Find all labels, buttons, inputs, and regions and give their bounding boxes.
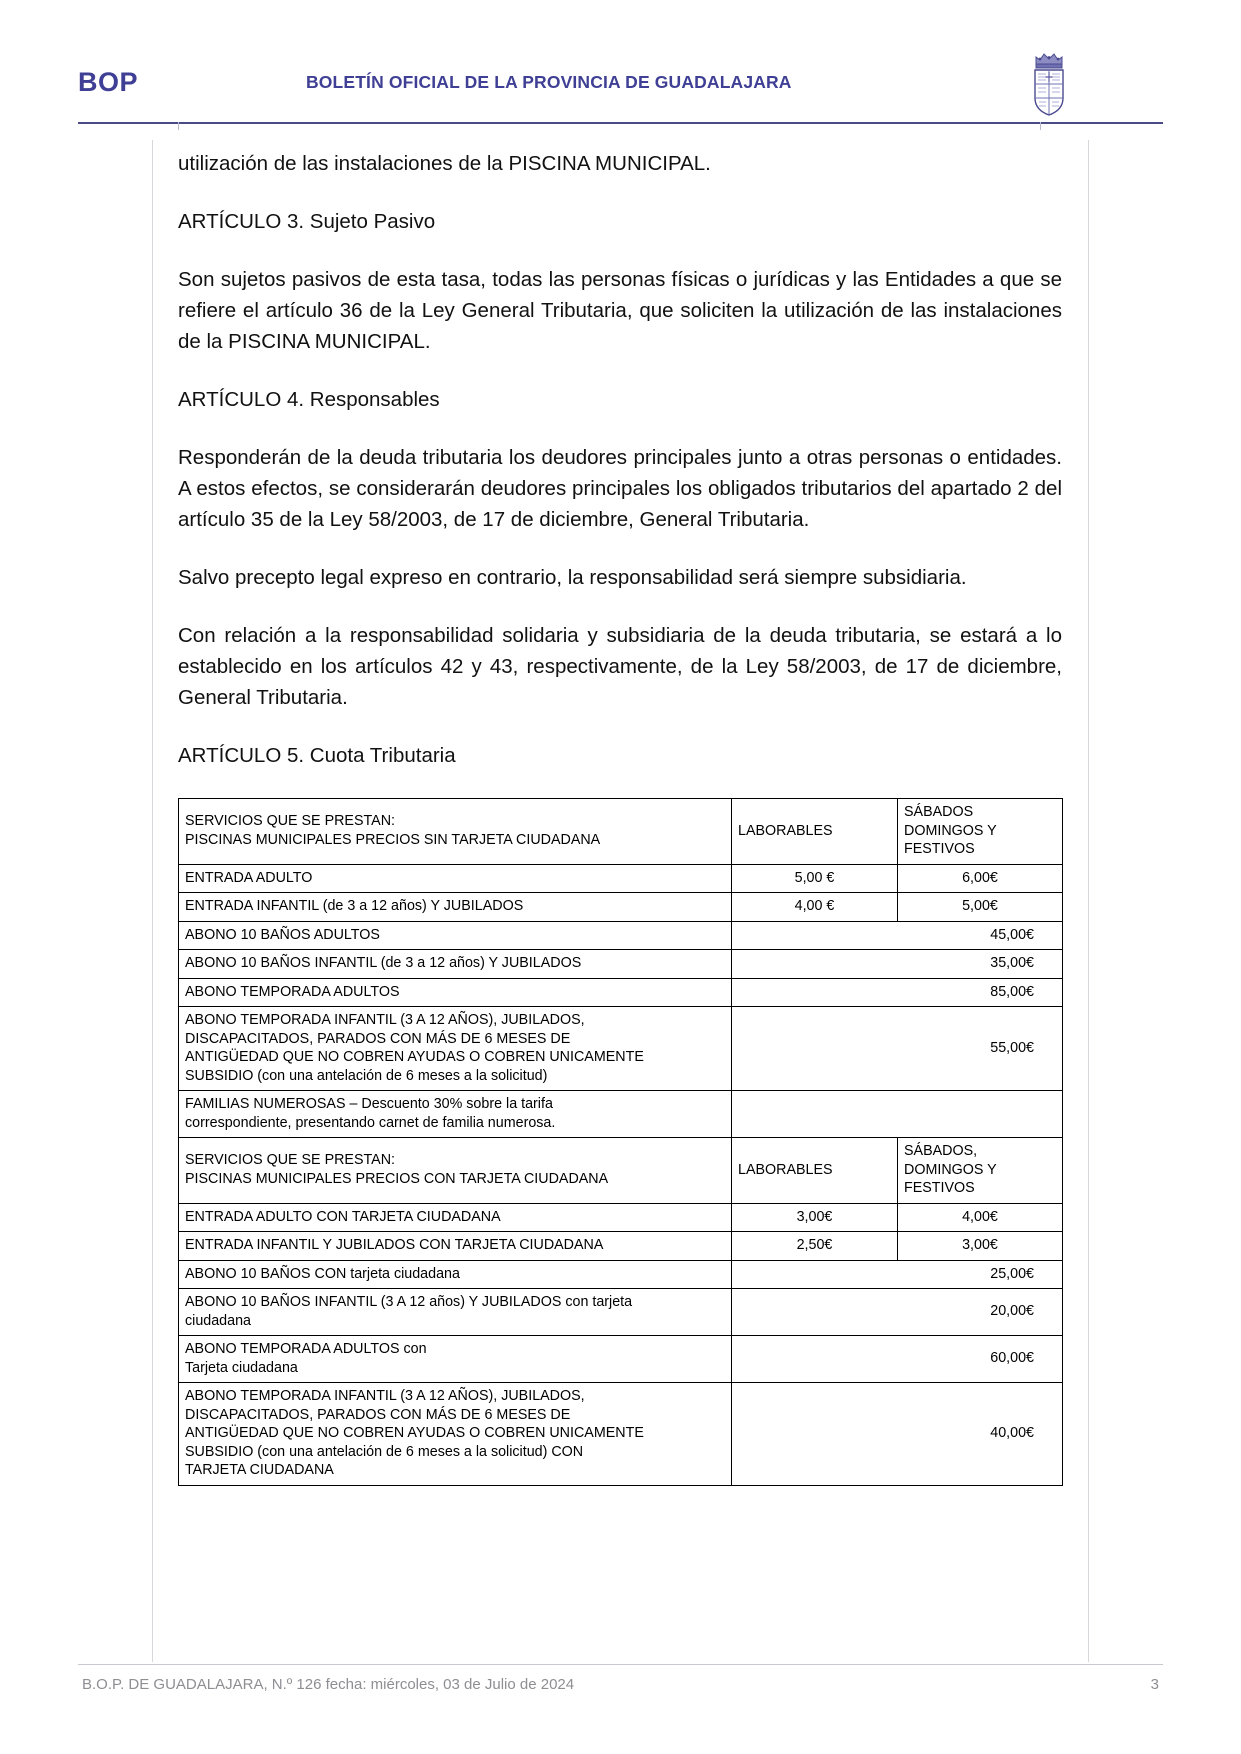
desc-line: ANTIGÜEDAD QUE NO COBREN AYUDAS O COBREN UNICAMENTE: [185, 1049, 644, 1065]
festivos-line-1: SÁBADOS,: [904, 1143, 978, 1159]
right-margin-rule: [1088, 140, 1089, 1662]
row-price-festivos: 4,00€: [898, 1203, 1063, 1232]
table-row: [179, 1383, 1063, 1486]
row-price-merged: 40,00€: [732, 1383, 1063, 1486]
desc-line: ABONO 10 BAÑOS INFANTIL (3 A 12 años) Y JUBILADOS con tarjeta: [185, 1294, 633, 1310]
table-row: [179, 1007, 1063, 1091]
desc-line: ABONO TEMPORADA INFANTIL (3 A 12 AÑOS), JUBILADOS,: [185, 1388, 585, 1404]
row-price-merged: 55,00€: [732, 1007, 1063, 1091]
row-price-merged: 45,00€: [732, 921, 1063, 950]
page-footer: [82, 1676, 1159, 1693]
row-price-merged: 60,00€: [732, 1336, 1063, 1383]
footer-reference: B.O.P. DE GUADALAJARA, N.º 126 fecha: miércoles, 03 de Julio de 2024: [82, 1676, 575, 1693]
table-row: [179, 1091, 1063, 1138]
paragraph-articulo-4-2: Salvo precepto legal expreso en contrario, la responsabilidad será siempre subsidiaria.: [178, 566, 967, 589]
row-price-merged: 35,00€: [732, 950, 1063, 979]
table-header-services-sin-tarjeta: [179, 799, 732, 865]
desc-line: ciudadana: [185, 1312, 251, 1329]
festivos-line-3: FESTIVOS: [904, 841, 975, 857]
desc-line: ABONO TEMPORADA INFANTIL (3 A 12 AÑOS), JUBILADOS,: [185, 1012, 585, 1028]
header-line-2: PISCINAS MUNICIPALES PRECIOS CON TARJETA CIUDADANA: [185, 1170, 609, 1187]
table-header-services-con-tarjeta: [179, 1138, 732, 1204]
paragraph-articulo-4-3: Con relación a la responsabilidad solidaria y subsidiaria de la deuda tributaria, se estará a lo establecido en los artículos 42 y 43, respectivamente, de la Ley 58/2003, de 17 de diciembre, General Tributaria.: [178, 624, 1062, 709]
heading-articulo-5: ARTÍCULO 5. Cuota Tributaria: [178, 744, 456, 767]
table-header-row-con-tarjeta: [179, 1138, 1063, 1204]
header-line-1: SERVICIOS QUE SE PRESTAN:: [185, 813, 396, 830]
table-row: [179, 1203, 1063, 1232]
table-header-row-sin-tarjeta: [179, 799, 1063, 865]
header-line-1: SERVICIOS QUE SE PRESTAN:: [185, 1152, 396, 1169]
header-tick-left: [178, 122, 179, 130]
table-row: [179, 1289, 1063, 1336]
header-tick-right: [1040, 122, 1041, 130]
row-label-abono-temporada-infantil-tarjeta: [179, 1383, 732, 1486]
table-row: [179, 1336, 1063, 1383]
table-header-laborables-1: LABORABLES: [732, 799, 898, 865]
header-divider: [78, 122, 1163, 124]
row-label-abono10-infantil-tarjeta: [179, 1289, 732, 1336]
table-row: [179, 893, 1063, 922]
desc-line: ANTIGÜEDAD QUE NO COBREN AYUDAS O COBREN UNICAMENTE: [185, 1425, 644, 1441]
row-label-abono10-adultos: ABONO 10 BAÑOS ADULTOS: [179, 921, 732, 950]
row-label-abono10-infantil: ABONO 10 BAÑOS INFANTIL (de 3 a 12 años) Y JUBILADOS: [179, 950, 732, 979]
festivos-line-2: DOMINGOS Y: [904, 1161, 997, 1178]
left-margin-rule: [152, 140, 153, 1662]
table-row: [179, 1260, 1063, 1289]
row-label-familias-numerosas: [179, 1091, 732, 1138]
row-label-abono-temporada-infantil: [179, 1007, 732, 1091]
festivos-line-2: DOMINGOS Y: [904, 822, 997, 839]
heading-articulo-3: ARTÍCULO 3. Sujeto Pasivo: [178, 210, 436, 233]
row-price-laborables: 3,00€: [732, 1203, 898, 1232]
table-header-festivos-1: [898, 799, 1063, 865]
desc-line: DISCAPACITADOS, PARADOS CON MÁS DE 6 MESES DE: [185, 1030, 571, 1047]
table-row: [179, 1232, 1063, 1261]
desc-line: FAMILIAS NUMEROSAS – Descuento 30% sobre la tarifa: [185, 1096, 553, 1112]
desc-line: SUBSIDIO (con una antelación de 6 meses a la solicitud): [185, 1067, 548, 1084]
desc-line: Tarjeta ciudadana: [185, 1359, 298, 1376]
row-price-festivos: 5,00€: [898, 893, 1063, 922]
desc-line: DISCAPACITADOS, PARADOS CON MÁS DE 6 MESES DE: [185, 1406, 571, 1423]
row-label-entrada-infantil-tarjeta: ENTRADA INFANTIL Y JUBILADOS CON TARJETA CIUDADANA: [179, 1232, 732, 1261]
row-price-merged: 85,00€: [732, 978, 1063, 1007]
document-body: [178, 148, 1062, 1486]
row-label-entrada-infantil: ENTRADA INFANTIL (de 3 a 12 años) Y JUBILADOS: [179, 893, 732, 922]
table-row: [179, 950, 1063, 979]
row-price-laborables: 5,00 €: [732, 864, 898, 893]
row-price-merged: 20,00€: [732, 1289, 1063, 1336]
page-number: 3: [1150, 1676, 1159, 1693]
heading-articulo-4: ARTÍCULO 4. Responsables: [178, 388, 440, 411]
desc-line: TARJETA CIUDADANA: [185, 1462, 334, 1478]
desc-line: ABONO TEMPORADA ADULTOS con: [185, 1341, 427, 1357]
festivos-line-1: SÁBADOS: [904, 804, 974, 820]
row-price-festivos: 6,00€: [898, 864, 1063, 893]
pool-price-table: [178, 798, 1063, 1486]
desc-line: correspondiente, presentando carnet de familia numerosa.: [185, 1114, 556, 1131]
paragraph-articulo-3: Son sujetos pasivos de esta tasa, todas las personas físicas o jurídicas y las Entidades a que se refiere el artículo 36 de la Ley General Tributaria, que soliciten la utilización de las instalaciones de la PISCINA MUNICIPAL.: [178, 268, 1062, 353]
table-row: [179, 921, 1063, 950]
paragraph-articulo-4-1: Responderán de la deuda tributaria los deudores principales junto a otras personas o entidades. A estos efectos, se considerarán deudores principales los obligados tributarios del apartado 2 del artículo 35 de la Ley 58/2003, de 17 de diciembre, General Tributaria.: [178, 446, 1062, 531]
page-header: [78, 44, 1163, 120]
row-price-laborables: 2,50€: [732, 1232, 898, 1261]
table-header-festivos-2: [898, 1138, 1063, 1204]
row-label-abono-temporada-adultos-tarjeta: [179, 1336, 732, 1383]
row-price-festivos: 3,00€: [898, 1232, 1063, 1261]
row-price-empty: [732, 1091, 1063, 1138]
festivos-line-3: FESTIVOS: [904, 1180, 975, 1196]
desc-line: SUBSIDIO (con una antelación de 6 meses a la solicitud) CON: [185, 1443, 584, 1460]
row-label-abono10-tarjeta: ABONO 10 BAÑOS CON tarjeta ciudadana: [179, 1260, 732, 1289]
bulletin-title: BOLETÍN OFICIAL DE LA PROVINCIA DE GUADALAJARA: [306, 71, 792, 92]
row-label-entrada-adulto: ENTRADA ADULTO: [179, 864, 732, 893]
header-line-2: PISCINAS MUNICIPALES PRECIOS SIN TARJETA CIUDADANA: [185, 831, 601, 848]
guadalajara-coat-of-arms-icon: [1027, 46, 1071, 118]
row-label-entrada-adulto-tarjeta: ENTRADA ADULTO CON TARJETA CIUDADANA: [179, 1203, 732, 1232]
table-row: [179, 978, 1063, 1007]
row-price-laborables: 4,00 €: [732, 893, 898, 922]
paragraph-intro: utilización de las instalaciones de la PISCINA MUNICIPAL.: [178, 152, 711, 175]
table-row: [179, 864, 1063, 893]
table-header-laborables-2: LABORABLES: [732, 1138, 898, 1204]
bop-logo: BOP: [78, 66, 139, 97]
footer-divider: [78, 1664, 1163, 1665]
row-price-merged: 25,00€: [732, 1260, 1063, 1289]
row-label-abono-temporada-adultos: ABONO TEMPORADA ADULTOS: [179, 978, 732, 1007]
